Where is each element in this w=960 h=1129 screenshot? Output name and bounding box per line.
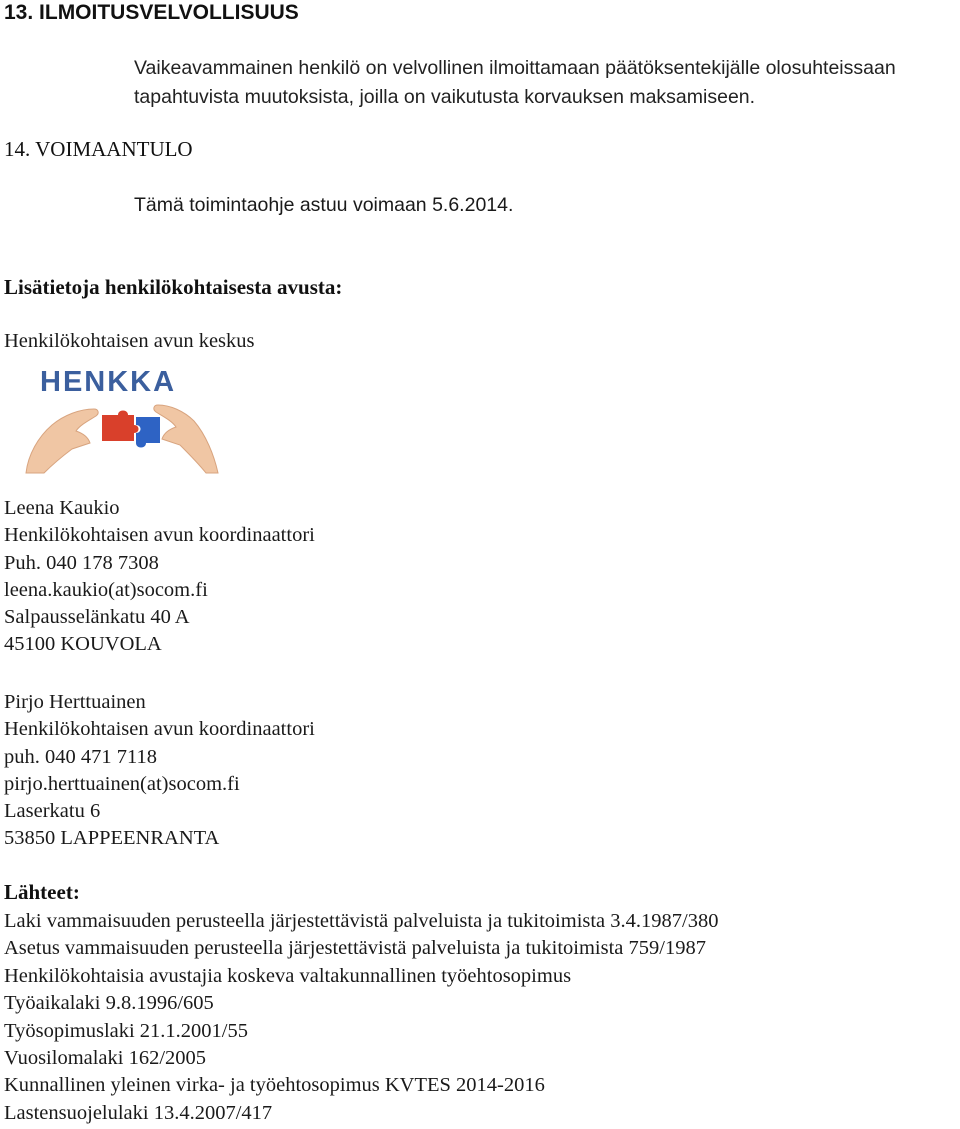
- contact-street: Laserkatu 6: [4, 800, 101, 823]
- source-item: Työsopimuslaki 21.1.2001/55: [4, 1019, 248, 1042]
- contact-phone: puh. 040 471 7118: [4, 745, 157, 768]
- contact-email: pirjo.herttuainen(at)socom.fi: [4, 772, 240, 795]
- blue-puzzle-icon: [136, 417, 160, 448]
- info-heading: Lisätietoja henkilökohtaisesta avusta:: [4, 275, 343, 299]
- contact-phone: Puh. 040 178 7308: [4, 551, 159, 574]
- source-item: Henkilökohtaisia avustajia koskeva valtakunnallinen työehtosopimus: [4, 964, 572, 987]
- henkka-logo: [24, 363, 220, 475]
- contact-card-1: [4, 495, 315, 659]
- source-item: Laki vammaisuuden perusteella järjestettävistä palveluista ja tukitoimista 3.4.1987/380: [4, 910, 719, 932]
- right-hand-icon: [154, 405, 218, 473]
- section-13-text: Vaikeavammainen henkilö on velvollinen ilmoittamaan päätöksentekijälle olosuhteissaan tapahtuvista muutoksista, joilla on vaikutusta korvauksen maksamiseen.: [134, 57, 896, 108]
- section-14-text: Tämä toimintaohje astuu voimaan 5.6.2014.: [134, 194, 514, 216]
- source-item: Asetus vammaisuuden perusteella järjestettävistä palveluista ja tukitoimista 759/1987: [4, 937, 706, 960]
- sources-heading: Lähteet:: [4, 880, 80, 904]
- contact-title: Henkilökohtaisen avun koordinaattori: [4, 524, 315, 547]
- contact-email: leena.kaukio(at)socom.fi: [4, 578, 208, 601]
- left-hand-icon: [26, 409, 98, 473]
- contact-name: Pirjo Herttuainen: [4, 691, 146, 713]
- source-item: Lastensuojelulaki 13.4.2007/417: [4, 1101, 273, 1124]
- contact-city: 53850 LAPPEENRANTA: [4, 827, 220, 850]
- logo-text: HENKKA: [40, 366, 177, 398]
- contact-street: Salpausselänkatu 40 A: [4, 606, 190, 629]
- source-item: Työaikalaki 9.8.1996/605: [4, 992, 214, 1015]
- section-14-heading: 14. VOIMAANTULO: [4, 137, 193, 161]
- red-puzzle-icon: [102, 411, 139, 442]
- source-item: Vuosilomalaki 162/2005: [4, 1046, 207, 1069]
- section-13-heading: 13. ILMOITUSVELVOLLISUUS: [4, 1, 299, 24]
- contact-card-2: [4, 689, 315, 853]
- contact-city: 45100 KOUVOLA: [4, 633, 162, 656]
- center-name: Henkilökohtaisen avun keskus: [4, 330, 255, 352]
- contact-name: Leena Kaukio: [4, 497, 120, 519]
- sources-list: [4, 908, 718, 1127]
- source-item: Kunnallinen yleinen virka- ja työehtosopimus KVTES 2014-2016: [4, 1074, 545, 1097]
- contact-title: Henkilökohtaisen avun koordinaattori: [4, 718, 315, 741]
